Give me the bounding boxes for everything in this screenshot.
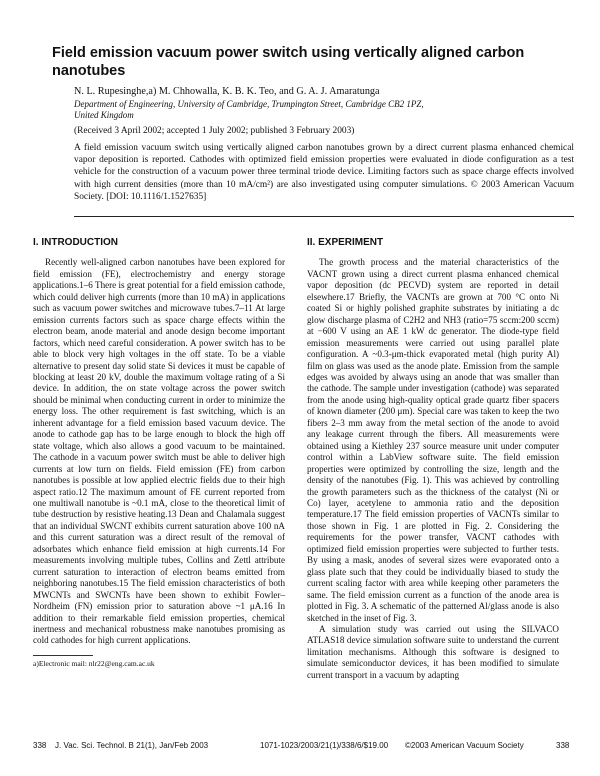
section-heading-introduction: I. INTRODUCTION	[33, 237, 118, 248]
header-divider	[74, 216, 574, 217]
right-column	[307, 237, 559, 681]
introduction-paragraph: Recently well-aligned carbon nanotubes have been explored for field emission (FE), electrochemistry and energy storage applications.1–6 There is great potential for a field emission cathode, which could deliver high currents (more than 10 mA) in applications such as vacuum power switches and microwave tubes.7–11 At large emission currents factors such as space charge effects within the electron beam, anode material and anode design become important factors, which need careful consideration. A power switch has to be able to block very high voltages in the off state. To be a viable alternative to present day solid state Si devices it must be capable of blocking at least 20 kV, double the maximum voltage rating of a Si device. In addition, the on state voltage across the power switch should be minimal when conducting current in order to minimize the energy loss. The other requirement is fast switching, which is an inherent advantage for a field emission based vacuum device. The anode to cathode gap has to be large enough to block the high off state voltage, which also allows a good vacuum to be maintained. The cathode in a vacuum power switch must be able to deliver high currents at low turn on fields. Field emission (FE) from carbon nanotubes is possible at low applied electric fields due to their high aspect ratio.12 The maximum amount of FE current reported from one multiwall nanotube is ~0.1 mA, close to the theoretical limit of tube destruction by resistive heating.13 Dean and Chalamala suggest that an individual SWCNT exhibits current saturation above 100 nA and this current saturation was a direct result of the removal of adsorbates which enhance field emission at high currents.14 For measurements involving multiple tubes, Collins and Zettl attribute current saturation to interaction of electron beams emitted from neighboring nanotubes.15 The field emission characteristics of both MWCNTs and SWCNTs have been shown to exhibit Fowler–Nordheim (FN) emission prior to saturation above ~1 μA.16 In addition to their remarkable field emission properties, chemical inertness and mechanical robustness make nanotubes promising as cold cathodes for high current applications.	[33, 257, 285, 646]
page-number-right: 338	[556, 741, 570, 750]
copyright-notice: ©2003 American Vacuum Society	[405, 741, 524, 750]
journal-citation: J. Vac. Sci. Technol. B 21(1), Jan/Feb 2003	[55, 741, 209, 750]
experiment-paragraph: The growth process and the material characteristics of the VACNT grown using a direct current plasma enhanced chemical vapor deposition (dc PECVD) system are reported in detail elsewhere.17 Briefly, the VACNTs are grown at 700 °C onto Ni coated Si or highly polished graphite substrates by initiating a dc glow discharge plasma of C2H2 and NH3 (ratio=75 sccm:200 sccm) at −600 V using an AE 1 kW dc generator. The diode-type field emission measurements were carried out using parallel plate configuration. A ~0.3-μm-thick evaporated metal (high purity Al) film on glass was used as the anode plate. Emission from the sample edges was avoided by always using an anode that was smaller than the cathode. The sample under investigation (cathode) was separated from the anode using high-quality optical grade quartz fiber spacers of known diameter (200 μm). Special care was taken to keep the two fibers 2–3 mm away from the metal section of the anode to avoid any leakage current through the fibers. All measurements were obtained using a Kiethley 237 source measure unit under computer control within a LabView software suite. The field emission properties were optimized by controlling the size, length and the density of the nanotubes (Fig. 1). This was achieved by controlling the growth parameters such as the thickness of the catalyst (Ni or Co) layer, acetylene to ammonia ratio and the deposition temperature.17 The field emission properties of VACNTs similar to those shown in Fig. 1 are plotted in Fig. 2. Considering the requirements for the power transfer, VACNT cathodes with optimized field emission properties were subjected to further tests. By using a mask, anodes of several sizes were evaporated onto a glass plate such that they could be individually biased to study the current scaling factor with area while keeping other parameters the same. The field emission current as a function of the anode area is plotted in Fig. 3. A schematic of the patterned Al/glass anode is also sketched in the inset of Fig. 3.	[307, 257, 559, 623]
section-heading-experiment: II. EXPERIMENT	[307, 237, 384, 248]
received-dates: (Received 3 April 2002; accepted 1 July 2002; published 3 February 2003)	[74, 126, 355, 136]
abstract: A field emission vacuum switch using vertically aligned carbon nanotubes grown by a direct current plasma enhanced chemical vapor deposition is reported. Cathodes with optimized field emission properties were evaluated in diode configuration as a test vehicle for the construction of a vacuum power three terminal triode device. Limiting factors such as space charge effects involved with high current densities (more than 10 mA/cm²) are also investigated using computer simulations. © 2003 American Vacuum Society. [DOI: 10.1116/1.1527635]	[74, 143, 574, 202]
page-number-left: 338	[33, 741, 47, 750]
experiment-paragraph: A simulation study was carried out using the SILVACO ATLAS18 device simulation software suite to understand the current limitation mechanisms. Although this software is designed to simulate semiconductor devices, it has been modified to simulate current transport in a vacuum by adapting	[307, 623, 559, 680]
affiliation-line: United Kingdom	[74, 110, 134, 120]
author-list: N. L. Rupesinghe,a) M. Chhowalla, K. B. K. Teo, and G. A. J. Amaratunga	[74, 86, 380, 97]
affiliation	[74, 99, 574, 121]
affiliation-line: Department of Engineering, University of Cambridge, Trumpington Street, Cambridge CB2 1PZ,	[74, 99, 424, 109]
footnote-email: a)Electronic mail: nlr22@eng.cam.ac.uk	[33, 659, 155, 668]
footnote-divider	[33, 655, 93, 656]
left-column	[33, 237, 285, 647]
article-title: Field emission vacuum power switch using vertically aligned carbon nanotubes	[52, 45, 525, 79]
article-code: 1071-1023/2003/21(1)/338/6/$19.00	[260, 741, 389, 750]
